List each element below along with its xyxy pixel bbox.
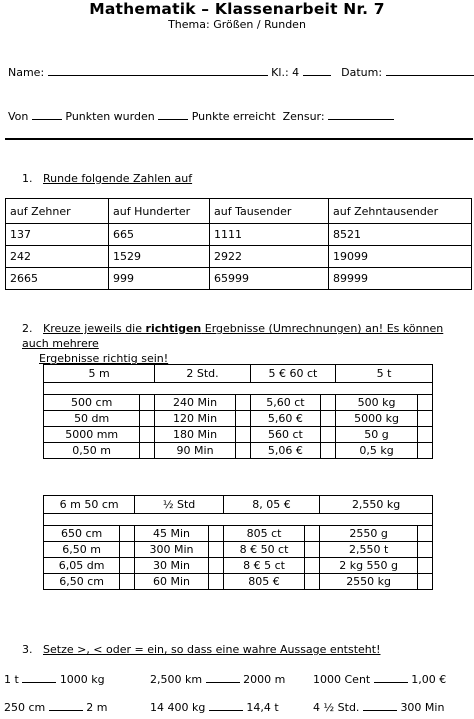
table-row — [44, 526, 433, 542]
option-cell: 0,5 kg — [336, 443, 418, 459]
comparison-right: 14,4 t — [246, 701, 279, 714]
number-cell: 2922 — [210, 246, 329, 268]
checkbox[interactable] — [120, 526, 135, 542]
option-cell: 2550 kg — [320, 574, 418, 590]
gap-cell — [44, 383, 433, 395]
comparison-left: 14 400 kg — [150, 701, 206, 714]
grid-gap-row — [44, 383, 433, 395]
rounding-table — [5, 198, 472, 290]
comparison-blank[interactable] — [209, 700, 243, 711]
comparison-left: 1 t — [4, 673, 19, 686]
checkbox[interactable] — [235, 427, 250, 443]
checkbox[interactable] — [418, 427, 433, 443]
table-row — [44, 427, 433, 443]
comparison-item — [4, 700, 107, 714]
checkbox[interactable] — [208, 542, 223, 558]
option-cell: 805 ct — [223, 526, 304, 542]
checkbox[interactable] — [235, 443, 250, 459]
task1-instruction: Runde folgende Zahlen auf — [43, 172, 193, 185]
number-cell: 999 — [109, 268, 210, 290]
checkbox[interactable] — [235, 395, 250, 411]
number-cell: 65999 — [210, 268, 329, 290]
number-cell: 665 — [109, 224, 210, 246]
grid-header-row — [44, 496, 433, 514]
option-cell: 8 € 5 ct — [223, 558, 304, 574]
checkbox[interactable] — [321, 411, 336, 427]
number-cell: 2665 — [6, 268, 109, 290]
points-line — [8, 109, 394, 123]
checkbox[interactable] — [120, 542, 135, 558]
comparison-item — [313, 700, 444, 714]
checkbox[interactable] — [140, 411, 155, 427]
option-cell: 805 € — [223, 574, 304, 590]
reached-points-blank[interactable] — [158, 109, 188, 120]
comparison-blank[interactable] — [363, 700, 397, 711]
comparison-item — [150, 700, 279, 714]
option-cell: 5,06 € — [250, 443, 320, 459]
checkbox[interactable] — [418, 443, 433, 459]
option-cell: 2550 g — [320, 526, 418, 542]
checkbox[interactable] — [235, 411, 250, 427]
number-cell: 19099 — [329, 246, 472, 268]
name-line — [8, 65, 474, 79]
comparison-right: 1000 kg — [59, 673, 105, 686]
page-title: Mathematik – Klassenarbeit Nr. 7 — [89, 0, 385, 18]
comparison-item — [150, 672, 285, 686]
task2-text-b: Ergebnisse (Umrechnungen) an! Es können auch mehrere — [22, 322, 444, 350]
option-cell: 6,50 cm — [44, 574, 120, 590]
option-cell: 500 kg — [336, 395, 418, 411]
checkbox[interactable] — [418, 526, 433, 542]
checkbox[interactable] — [305, 558, 320, 574]
table-row — [44, 443, 433, 459]
grid-header-cell: ½ Std — [135, 496, 224, 514]
comparison-item — [313, 672, 446, 686]
date-label: Datum: — [341, 66, 383, 79]
option-cell: 5,60 € — [250, 411, 320, 427]
checkbox[interactable] — [305, 542, 320, 558]
comparison-blank[interactable] — [49, 700, 83, 711]
option-cell: 240 Min — [155, 395, 235, 411]
checkbox[interactable] — [418, 395, 433, 411]
header-cell: auf Hunderter — [109, 199, 210, 224]
table-row — [6, 224, 472, 246]
option-cell: 45 Min — [135, 526, 209, 542]
checkbox[interactable] — [321, 427, 336, 443]
table-row — [44, 558, 433, 574]
number-cell: 8521 — [329, 224, 472, 246]
task2-text-line2: Ergebnisse richtig sein! — [39, 352, 169, 365]
number-cell: 89999 — [329, 268, 472, 290]
task2-heading — [22, 321, 467, 366]
grid-header-cell: 8, 05 € — [223, 496, 319, 514]
grid-header-cell: 2 Std. — [155, 365, 250, 383]
checkbox[interactable] — [140, 443, 155, 459]
page-subtitle: Thema: Größen / Runden — [168, 18, 306, 31]
comparison-right: 300 Min — [400, 701, 445, 714]
grid-gap-row — [44, 514, 433, 526]
name-blank[interactable] — [48, 65, 268, 76]
number-cell: 1529 — [109, 246, 210, 268]
checkbox[interactable] — [418, 542, 433, 558]
header-cell: auf Zehner — [6, 199, 109, 224]
grid-header-cell: 5 € 60 ct — [250, 365, 335, 383]
date-blank[interactable] — [386, 65, 474, 76]
number-cell: 1111 — [210, 224, 329, 246]
checkbox[interactable] — [208, 558, 223, 574]
checkbox[interactable] — [120, 574, 135, 590]
checkbox[interactable] — [321, 443, 336, 459]
rounding-header-row — [6, 199, 472, 224]
comparison-left: 4 ½ Std. — [313, 701, 360, 714]
option-cell: 30 Min — [135, 558, 209, 574]
number-cell: 242 — [6, 246, 109, 268]
grid-header-cell: 2,550 kg — [320, 496, 433, 514]
total-points-blank[interactable] — [32, 109, 62, 120]
comparison-right: 2 m — [86, 701, 108, 714]
comparison-left: 1000 Cent — [313, 673, 371, 686]
grade-label: Zensur: — [282, 110, 325, 123]
table-row — [44, 411, 433, 427]
option-cell: 120 Min — [155, 411, 235, 427]
comparison-right: 1,00 € — [411, 673, 447, 686]
option-cell: 0,50 m — [44, 443, 140, 459]
task2-number: 2. — [22, 322, 33, 335]
checkbox[interactable] — [208, 574, 223, 590]
grade-blank[interactable] — [328, 109, 394, 120]
option-cell: 300 Min — [135, 542, 209, 558]
table-row — [6, 246, 472, 268]
class-label: Kl.: 4 — [271, 66, 300, 79]
option-cell: 5000 kg — [336, 411, 418, 427]
grid-header-cell: 6 m 50 cm — [44, 496, 135, 514]
option-cell: 560 ct — [250, 427, 320, 443]
header-cell: auf Zehntausender — [329, 199, 472, 224]
task3-number: 3. — [22, 643, 33, 656]
table-row — [44, 542, 433, 558]
checkbox[interactable] — [305, 574, 320, 590]
checkbox[interactable] — [140, 395, 155, 411]
task3-heading — [22, 643, 380, 656]
gap-cell — [44, 514, 433, 526]
checkbox[interactable] — [208, 526, 223, 542]
header-cell: auf Tausender — [210, 199, 329, 224]
table-row — [6, 268, 472, 290]
grid-header-row — [44, 365, 433, 383]
checkbox[interactable] — [418, 558, 433, 574]
option-cell: 8 € 50 ct — [223, 542, 304, 558]
comparison-blank[interactable] — [374, 672, 408, 683]
comparison-blank[interactable] — [22, 672, 56, 683]
option-cell: 500 cm — [44, 395, 140, 411]
option-cell: 50 dm — [44, 411, 140, 427]
option-cell: 5,60 ct — [250, 395, 320, 411]
task1-number: 1. — [22, 172, 33, 185]
class-blank[interactable] — [303, 65, 331, 76]
number-cell: 137 — [6, 224, 109, 246]
checkbox[interactable] — [305, 526, 320, 542]
task2-text-a: Kreuze jeweils die — [43, 322, 146, 335]
checkbox[interactable] — [140, 427, 155, 443]
option-cell: 5000 mm — [44, 427, 140, 443]
conversion-table-b — [43, 495, 433, 590]
checkbox[interactable] — [418, 411, 433, 427]
comparison-blank[interactable] — [206, 672, 240, 683]
grid-header-cell: 5 t — [336, 365, 433, 383]
option-cell: 6,50 m — [44, 542, 120, 558]
points-from-label: Von — [8, 110, 29, 123]
task3-instruction: Setze >, < oder = ein, so dass eine wahre Aussage entsteht! — [43, 643, 381, 656]
grid-header-cell: 5 m — [44, 365, 155, 383]
option-cell: 180 Min — [155, 427, 235, 443]
name-label: Name: — [8, 66, 45, 79]
header-divider — [5, 138, 473, 140]
option-cell: 2,550 t — [320, 542, 418, 558]
comparison-left: 250 cm — [4, 701, 46, 714]
task1-heading — [22, 172, 192, 185]
conversion-table-a — [43, 364, 433, 459]
checkbox[interactable] — [120, 558, 135, 574]
checkbox[interactable] — [418, 574, 433, 590]
option-cell: 2 kg 550 g — [320, 558, 418, 574]
option-cell: 50 g — [336, 427, 418, 443]
points-end-label: Punkte erreicht — [191, 110, 276, 123]
checkbox[interactable] — [321, 395, 336, 411]
table-row — [44, 574, 433, 590]
comparison-left: 2,500 km — [150, 673, 203, 686]
option-cell: 650 cm — [44, 526, 120, 542]
points-mid-label: Punkten wurden — [65, 110, 155, 123]
table-row — [44, 395, 433, 411]
option-cell: 6,05 dm — [44, 558, 120, 574]
option-cell: 90 Min — [155, 443, 235, 459]
option-cell: 60 Min — [135, 574, 209, 590]
comparison-right: 2000 m — [243, 673, 286, 686]
comparison-item — [4, 672, 105, 686]
task2-bold: richtigen — [145, 322, 202, 335]
